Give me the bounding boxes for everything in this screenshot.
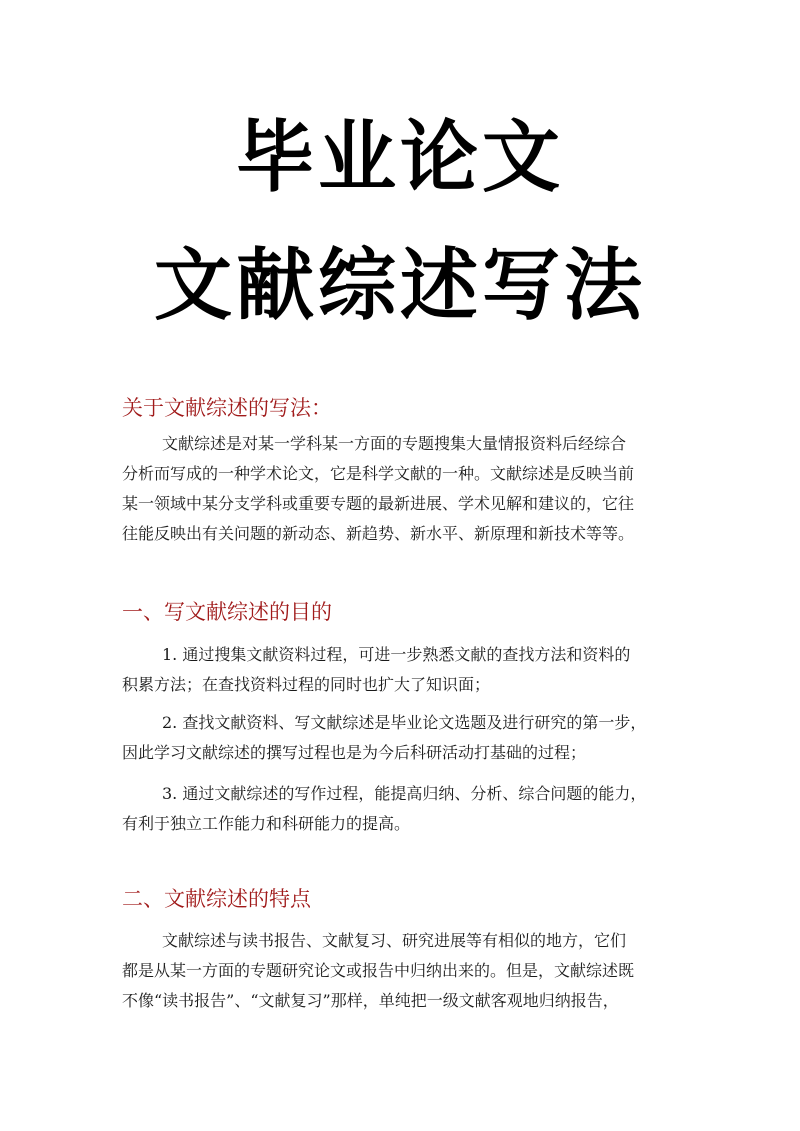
paragraph-line: 因此学习文献综述的撰写过程也是为今后科研活动打基础的过程； xyxy=(122,743,587,762)
paragraph-line: 分析而写成的一种学术论文，它是科学文献的一种。文献综述是反映当前 xyxy=(122,464,635,483)
paragraph-line: 3. 通过文献综述的写作过程，能提高归纳、分析、综合问题的能力， xyxy=(162,784,647,803)
paragraph-line: 积累方法；在查找资料过程的同时也扩大了知识面； xyxy=(122,675,491,694)
list-item-purpose-1 xyxy=(122,640,716,700)
section-heading-features: 二、文献综述的特点 xyxy=(122,887,311,911)
paragraph-line: 不像“读书报告”、“文献复习”那样，单纯把一级文献客观地归纳报告， xyxy=(122,991,619,1010)
section-heading-purpose: 一、写文献综述的目的 xyxy=(122,600,332,624)
paragraph-line: 文献综述是对某一学科某一方面的专题搜集大量情报资料后经综合 xyxy=(162,434,627,453)
paragraph-line: 都是从某一方面的专题研究论文或报告中归纳出来的。但是，文献综述既 xyxy=(122,961,635,980)
paragraph-intro xyxy=(122,429,716,549)
document-title-line2: 文献综述写法 xyxy=(153,241,646,331)
list-item-purpose-2 xyxy=(122,708,716,768)
paragraph-line: 2. 查找文献资料、写文献综述是毕业论文选题及进行研究的第一步， xyxy=(162,713,647,732)
section-heading-intro: 关于文献综述的写法： xyxy=(122,396,332,420)
document-title-line1: 毕业论文 xyxy=(235,113,564,203)
paragraph-line: 1. 通过搜集文献资料过程，可进一步熟悉文献的查找方法和资料的 xyxy=(162,645,631,664)
paragraph-features xyxy=(122,926,716,1016)
list-item-purpose-3 xyxy=(122,779,716,839)
paragraph-line: 有利于独立工作能力和科研能力的提高。 xyxy=(122,814,411,833)
paragraph-line: 文献综述与读书报告、文献复习、研究进展等有相似的地方，它们 xyxy=(162,931,627,950)
paragraph-line: 某一领域中某分支学科或重要专题的最新进展、学术见解和建议的，它往 xyxy=(122,494,635,513)
paragraph-line: 往能反映出有关问题的新动态、新趋势、新水平、新原理和新技术等等。 xyxy=(122,524,635,543)
